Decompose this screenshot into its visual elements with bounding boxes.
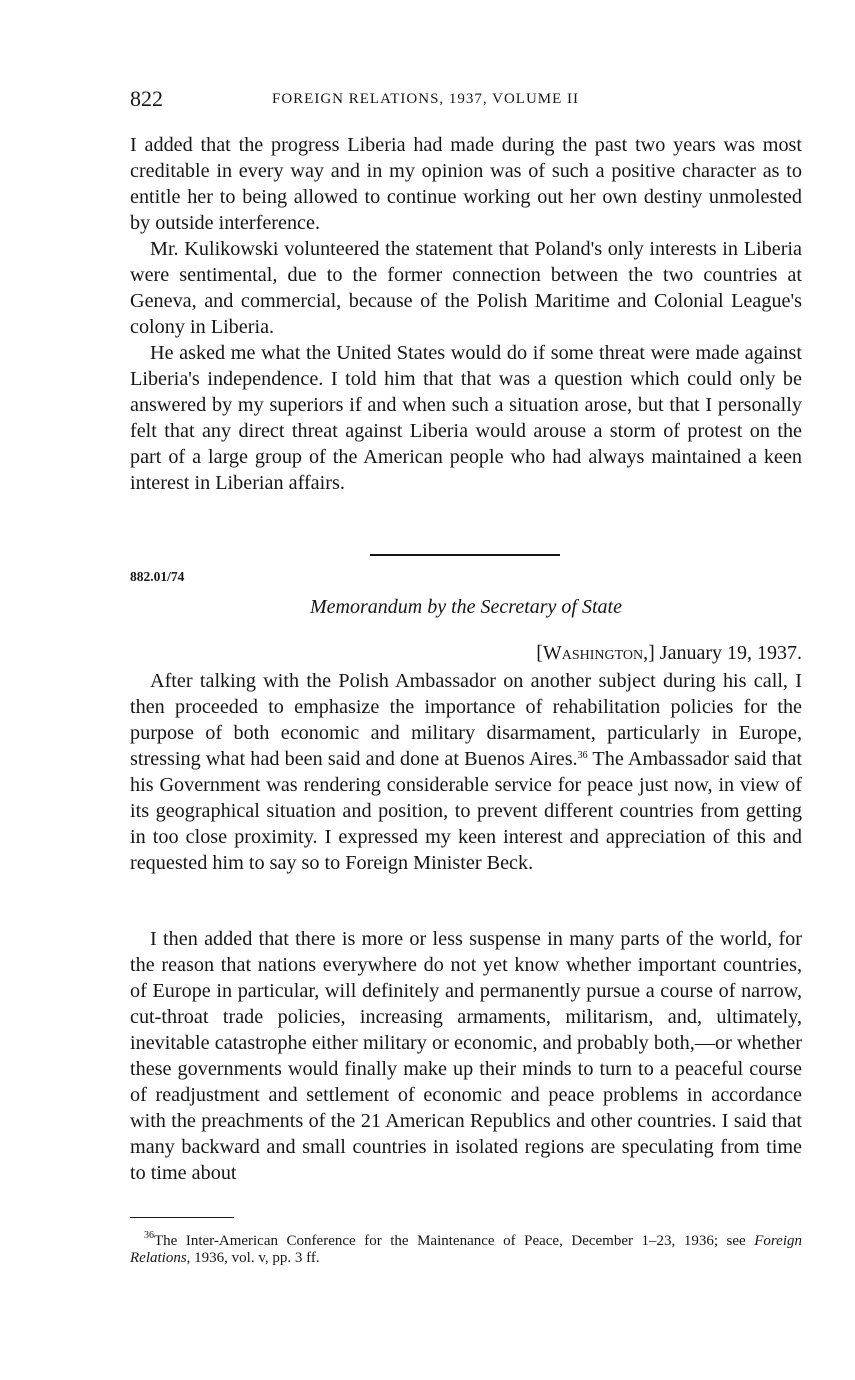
paragraph: He asked me what the United States would do if some threat were made against Liberia's independence. I told him that that was a question which could only be answered by my superiors if and when such a situation arose, but that I personally felt that any direct threat against Liberia would arouse a storm of protest on the part of a large group of the American people who had always maintained a keen interest in Liberian affairs. xyxy=(130,342,802,494)
footnote-cited-title: Foreign Relations xyxy=(130,1233,802,1266)
section-divider xyxy=(370,554,560,556)
footnote-text: The Inter-American Conference for the Maintenance of Peace, December 1–23, 1936; see xyxy=(154,1233,755,1249)
footnote xyxy=(130,1230,802,1267)
memo-text: The Ambassador said that his Government was rendering considerable service for peace just now, in view of its geographical situation and position, to prevent different countries from getting in too close proximity. I expressed my keen interest and appreciation of this and requested him to say so to Foreign Minister Beck. xyxy=(130,748,802,874)
page-header xyxy=(130,86,810,116)
dateline xyxy=(130,642,802,665)
footnote-reference[interactable]: 36 xyxy=(577,750,588,761)
document-title: Memorandum by the Secretary of State xyxy=(310,596,622,618)
memo-text: After talking with the Polish Ambassador on another subject during his call, I then proceeded to emphasize the importance of rehabilitation policies for the purpose of both economic and military disarmament, particularly in Europe, stressing what had been said and done at Buenos Aires. xyxy=(130,670,802,770)
memo-paragraph xyxy=(130,668,802,876)
running-head: FOREIGN RELATIONS, 1937, VOLUME II xyxy=(272,91,580,107)
footnote-divider xyxy=(130,1217,234,1218)
dateline-date: January 19, 1937. xyxy=(659,642,802,664)
footnote-number: 36 xyxy=(144,1230,154,1241)
paragraph: I added that the progress Liberia had made during the past two years was most creditable in every way and in my opinion was of such a positive character as to entitle her to being allowed to continue working out her own destiny unmolested by outside interference. xyxy=(130,134,802,234)
paragraph: Mr. Kulikowski volunteered the statement that Poland's only interests in Liberia were sentimental, due to the former connection between the two countries at Geneva, and commercial, because of the Polish Maritime and Colonial League's colony in Liberia. xyxy=(130,238,802,338)
footnote-text: , 1936, vol. v, pp. 3 ff. xyxy=(186,1250,320,1266)
memo-paragraph: I then added that there is more or less suspense in many parts of the world, for the reason that nations everywhere do not yet know whether important countries, of Europe in particular, will definitely and permanently pursue a course of narrow, cut-throat trade policies, increasing armaments, militarism, and, ultimately, inevitable catastrophe either military or economic, and probably both,—or whether these governments would finally make up their minds to turn to a peaceful course of readjustment and settlement of economic and peace problems in accordance with the preachments of the 21 American Republics and other countries. I said that many backward and small countries in isolated regions are speculating from time to time about xyxy=(130,928,802,1184)
file-number: 882.01/74 xyxy=(130,569,185,584)
page-number: 822 xyxy=(130,86,163,111)
dateline-place: [Washington,] xyxy=(536,642,655,664)
